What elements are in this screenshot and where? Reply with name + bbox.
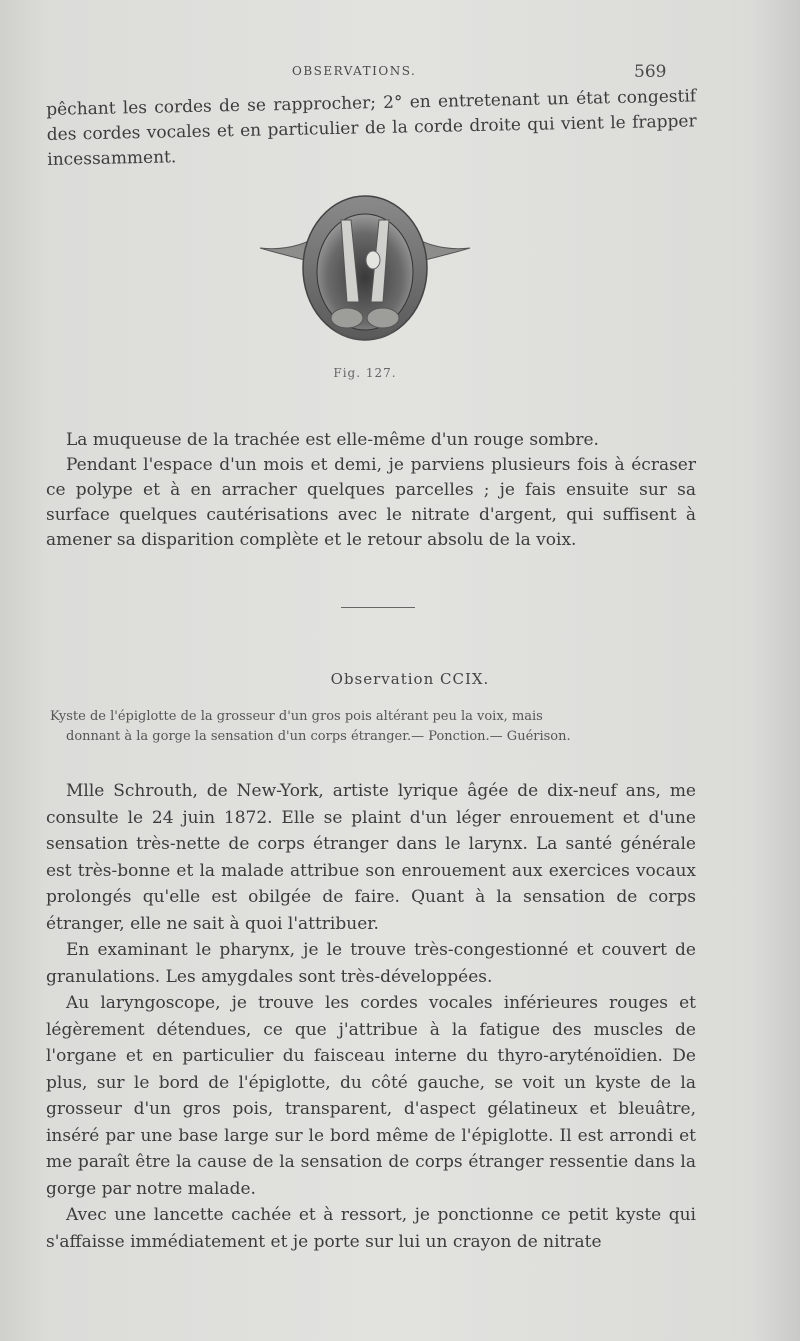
larynx-illustration bbox=[255, 190, 475, 360]
observation-heading: Observation CCIX. bbox=[330, 670, 490, 688]
paragraph-block-1 bbox=[46, 428, 696, 553]
paragraph: Pendant l'espace d'un mois et demi, je parviens plusieurs fois à écraser ce polype et à en arracher quelques parcelles ; je fais ensuite sur sa surface quelques cautérisations avec le nitrate d'argent, qui suffisent à amener sa disparition complète et le retour absolu de la voix. bbox=[46, 455, 696, 550]
paragraph: Avec une lancette cachée et à ressort, je ponctionne ce petit kyste qui s'affaisse immédiatement et je porte sur lui un crayon de nitrate bbox=[46, 1205, 696, 1252]
paragraph: La muqueuse de la trachée est elle-même d'un rouge sombre. bbox=[66, 430, 599, 450]
running-head bbox=[0, 62, 800, 86]
page-number: 569 bbox=[634, 62, 667, 82]
polyp bbox=[366, 251, 380, 269]
paragraph: En examinant le pharynx, je le trouve très-congestionné et couvert de granulations. Les amygdales sont très-développées. bbox=[46, 940, 696, 987]
section-separator bbox=[341, 607, 415, 608]
figure-caption: Fig. 127. bbox=[333, 366, 397, 380]
carryover-paragraph: pêchant les cordes de se rapprocher; 2° en entretenant un état congestif des cordes vocales et en particulier de la corde droite qui vient le frapper incessamment. bbox=[46, 86, 697, 170]
summary-line: Kyste de l'épiglotte de la grosseur d'un gros pois altérant peu la voix, mais bbox=[50, 709, 543, 724]
carryover-block bbox=[46, 84, 697, 173]
larynx-drawing bbox=[255, 190, 475, 360]
right-arytenoid bbox=[367, 308, 399, 328]
paragraph: Au laryngoscope, je trouve les cordes vocales inférieures rouges et légèrement détendues, ce que j'attribue à la fatigue des muscles de l'organe et en particulier du faisceau interne du thyro-aryténoïdien. De plus, sur le bord de l'épiglotte, du côté gauche, se voit un kyste de la grosseur d'un gros pois, transparent, d'aspect gélatineux et bleuâtre, inséré par une base large sur le bord même de l'épiglotte. Il est arrondi et me paraît être la cause de la sensation de corps étranger ressentie dans la gorge par notre malade. bbox=[46, 993, 696, 1199]
paragraph: Mlle Schrouth, de New-York, artiste lyrique âgée de dix-neuf ans, me consulte le 24 juin 1872. Elle se plaint d'un léger enrouement et d'une sensation très-nette de corps étranger dans le larynx. La santé générale est très-bonne et la malade attribue son enrouement aux exercices vocaux prolongés qu'elle est obilgée de faire. Quant à la sensation de corps étranger, elle ne sait à quoi l'attribuer. bbox=[46, 781, 696, 934]
running-head-title: OBSERVATIONS. bbox=[292, 64, 417, 78]
glottis-cavity bbox=[317, 214, 413, 330]
paragraph-block-2 bbox=[46, 778, 696, 1255]
summary-line: donnant à la gorge la sensation d'un corps étranger.— Ponction.— Guérison. bbox=[66, 729, 571, 744]
left-arytenoid bbox=[331, 308, 363, 328]
observation-summary bbox=[50, 707, 690, 747]
